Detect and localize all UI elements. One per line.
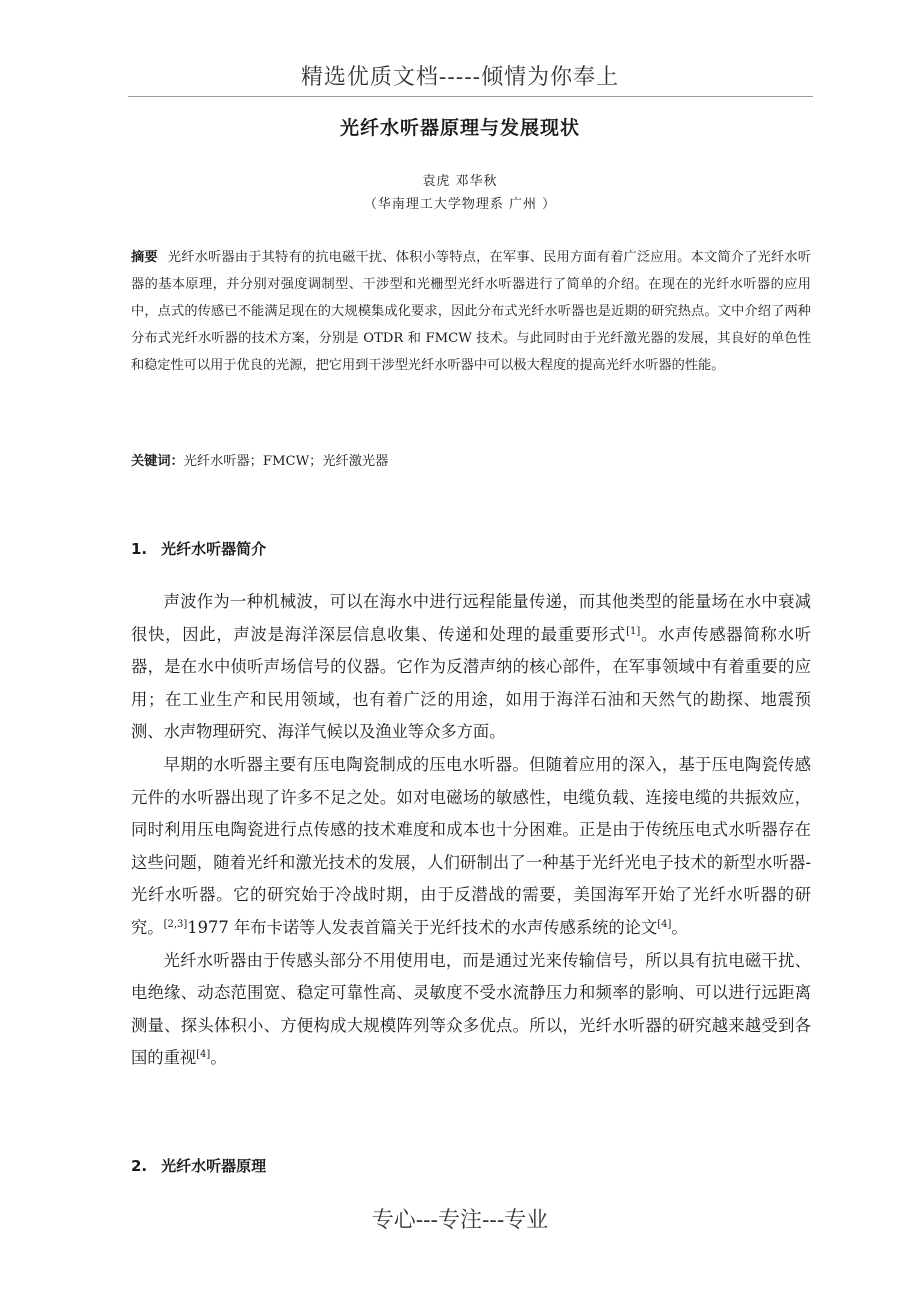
paragraph-text: 声波作为一种机械波，可以在海水中进行远程能量传递，而其他类型的能量场在水中衰减很快，因此，声波是海洋深层信息收集、传递和处理的最重要形式	[131, 592, 811, 644]
paragraph-3	[131, 945, 811, 1075]
paragraph-text: 。	[671, 917, 688, 937]
citation: [4]	[657, 918, 672, 930]
section-title: 光纤水听器简介	[161, 540, 267, 558]
paragraph-2	[131, 749, 811, 945]
citation: [1]	[626, 625, 641, 637]
abstract-label: 摘要	[131, 250, 158, 265]
section-heading-2	[131, 1155, 811, 1177]
abstract-text: 光纤水听器由于其特有的抗电磁干扰、体积小等特点，在军事、民用方面有着广泛应用。本文简介了光纤水听器的基本原理，并分别对强度调制型、干涉型和光栅型光纤水听器进行了简单的介绍。在现在的光纤水听器的应用中，点式的传感已不能满足现在的大规模集成化要求，因此分布式光纤水听器也是近期的研究热点。文中介绍了两种分布式光纤水听器的技术方案，分别是 OTDR 和 FMCW 技术。与此同时由于光纤激光器的发展，其良好的单色性和稳定性可以用于优良的光源，把它用到干涉型光纤水听器中可以极大程度的提高光纤水听器的性能。	[131, 250, 811, 373]
paragraph-1	[131, 586, 811, 749]
keywords-text: 光纤水听器；FMCW；光纤激光器	[183, 454, 389, 469]
paragraph-text: 。	[210, 1048, 227, 1068]
paper-affiliation: （华南理工大学物理系 广州 ）	[363, 197, 557, 212]
paragraph-text: 1977 年布卡诺等人发表首篇关于光纤技术的水声传感系统的论文	[187, 917, 658, 937]
paragraph-text: 光纤水听器由于传感头部分不用使用电，而是通过光来传输信号，所以具有抗电磁干扰、电绝缘、动态范围宽、稳定可靠性高、灵敏度不受水流静压力和频率的影响、可以进行远距离测量、探头体积小、方便构成大规模阵列等众多优点。所以，光纤水听器的研究越来越受到各国的重视	[131, 950, 811, 1068]
citation: [2,3]	[163, 918, 188, 930]
citation: [4]	[196, 1049, 211, 1061]
keywords	[131, 452, 811, 472]
header-divider	[128, 96, 813, 97]
paper-authors: 袁虎 邓华秋	[422, 174, 498, 189]
section-1-body	[131, 586, 811, 1075]
keywords-label: 关键词：	[131, 454, 184, 469]
abstract	[131, 244, 811, 379]
section-heading-1	[131, 538, 811, 560]
section-title: 光纤水听器原理	[161, 1157, 267, 1175]
section-number: 1.	[131, 540, 148, 558]
section-number: 2.	[131, 1157, 148, 1175]
paragraph-text: 早期的水听器主要有压电陶瓷制成的压电水听器。但随着应用的深入，基于压电陶瓷传感元件的水听器出现了许多不足之处。如对电磁场的敏感性，电缆负载、连接电缆的共振效应，同时利用压电陶瓷进行点传感的技术难度和成本也十分困难。正是由于传统压电式水听器存在这些问题，随着光纤和激光技术的发展，人们研制出了一种基于光纤光电子技术的新型水听器-光纤水听器。它的研究始于冷战时期，由于反潜战的需要，美国海军开始了光纤水听器的研究。	[131, 754, 811, 937]
page-footer: 专心---专注---专业	[371, 1208, 549, 1233]
paper-title: 光纤水听器原理与发展现状	[339, 117, 580, 139]
paragraph-text: 。水声传感器简称水听器，是在水中侦听声场信号的仪器。它作为反潜声纳的核心部件，在军事领域中有着重要的应用；在工业生产和民用领域，也有着广泛的用途，如用于海洋石油和天然气的勘探、地震预测、水声物理研究、海洋气候以及渔业等众多方面。	[131, 624, 811, 742]
page-header: 精选优质文档-----倾情为你奉上	[300, 65, 620, 90]
